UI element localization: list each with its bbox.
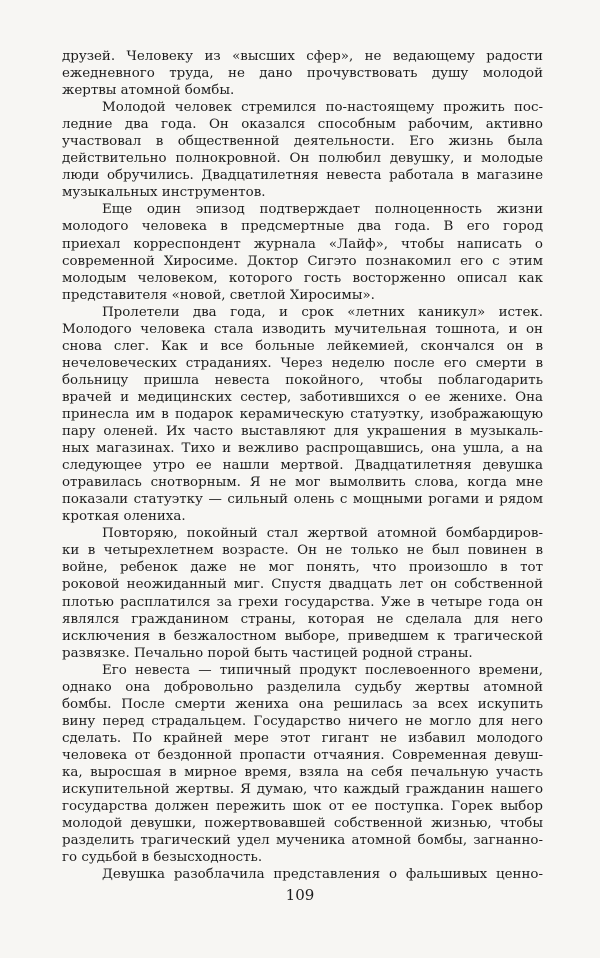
- text-line: развязке. Печально порой быть частицей родной страны.: [62, 645, 473, 661]
- text-line: пару оленей. Их часто выставляют для украшения в музыкаль-: [62, 424, 543, 440]
- text-line: больницу пришла невеста покойного, чтобы поблагодарить: [62, 372, 543, 388]
- text-line: Повторяю, покойный стал жертвой атомной бомбардиров-: [102, 526, 543, 542]
- text-line: Молодой человек стремился по-настоящему прожить пос-: [102, 100, 543, 116]
- text-line: ки в четырехлетнем возрасте. Он не только не был повинен в: [62, 543, 543, 559]
- text-line: плотью расплатился за грехи государства. Уже в четыре года он: [62, 594, 543, 610]
- text-line: Его невеста — типичный продукт послевоенного времени,: [102, 662, 543, 678]
- text-line: нечеловеческих страданиях. Через неделю после его смерти в: [62, 355, 543, 371]
- text-line: друзей. Человеку из «высших сфер», не ведающему радости: [62, 49, 543, 64]
- text-line: люди обручились. Двадцатилетняя невеста работала в магазине: [62, 168, 543, 184]
- paragraph-4: [62, 304, 543, 526]
- text-line: Пролетели два года, и срок «летних каникул» истек.: [102, 304, 543, 320]
- paragraph-3: [62, 201, 543, 303]
- paragraph-6: [62, 662, 543, 867]
- text-line: современной Хиросиме. Доктор Сигэто познакомил его с этим: [62, 253, 543, 269]
- text-line: представителя «новой, светлой Хиросимы».: [62, 287, 375, 303]
- text-line: являлся гражданином страны, которая не сделала для него: [62, 611, 543, 627]
- text-line: бомбы. После смерти жениха она решилась за всех искупить: [62, 696, 543, 712]
- paragraph-7: [62, 866, 543, 883]
- text-line: человека от бездонной пропасти отчаяния. Современная девуш-: [62, 747, 543, 763]
- text-line: искупительной жертвы. Я думаю, что каждый гражданин нашего: [62, 782, 543, 798]
- text-line: молодой девушки, пожертвовавшей собственной жизнью, чтобы: [62, 816, 543, 832]
- text-line: сделать. По крайней мере этот гигант не избавил молодого: [62, 730, 543, 746]
- text-line: молодого человека в предсмертные два года. В его город: [62, 219, 543, 235]
- text-line: ка, выросшая в мирное время, взяла на себя печальную участь: [62, 764, 543, 780]
- text-line: молодым человеком, которого гость восторженно описал как: [62, 270, 543, 286]
- paragraph-5: [62, 525, 543, 661]
- text-line: участвовал в общественной деятельности. Его жизнь была: [62, 134, 543, 150]
- text-line: ежедневного труда, не дано прочувствовать душу молодой: [62, 66, 543, 82]
- text-line: приехал корреспондент журнала «Лайф», чтобы написать о: [62, 236, 543, 252]
- text-line: следующее утро ее нашли мертвой. Двадцатилетняя девушка: [62, 458, 543, 474]
- text-line: действительно полнокровной. Он полюбил девушку, и молодые: [62, 151, 543, 167]
- text-line: го судьбой в безысходность.: [62, 850, 263, 866]
- text-line: отравилась снотворным. Я не мог вымолвить слова, когда мне: [62, 475, 543, 491]
- page-number: 109: [285, 886, 315, 904]
- text-line: разделить трагический удел мученика атомной бомбы, загнанно-: [62, 833, 543, 849]
- text-line: врачей и медицинских сестер, заботившихся о ее женихе. Она: [62, 389, 543, 405]
- text-line: ледние два года. Он оказался способным рабочим, активно: [62, 117, 543, 133]
- text-line: ных магазинах. Тихо и вежливо распрощавшись, она ушла, а на: [62, 441, 543, 457]
- text-line: кроткая олениха.: [62, 509, 186, 525]
- text-line: жертвы атомной бомбы.: [62, 83, 235, 99]
- paragraph-2: [62, 99, 543, 201]
- text-line: однако она добровольно разделила судьбу жертвы атомной: [62, 679, 543, 695]
- book-page: [62, 48, 543, 883]
- text-line: исключения в безжалостном выборе, приведшем к трагической: [62, 628, 543, 644]
- text-line: снова слег. Как и все больные лейкемией, скончался он в: [62, 338, 543, 354]
- text-line: войне, ребенок даже не мог понять, что произошло в тот: [62, 560, 543, 576]
- paragraph-1: [62, 48, 543, 99]
- text-line: Еще один эпизод подтверждает полноценность жизни: [102, 202, 543, 218]
- text-line: Девушка разоблачила представления о фальшивых ценно-: [102, 867, 543, 883]
- text-line: роковой неожиданный миг. Спустя двадцать лет он собственной: [62, 577, 543, 593]
- text-line: музыкальных инструментов.: [62, 185, 266, 201]
- text-line: показали статуэтку — сильный олень с мощными рогами и рядом: [62, 492, 543, 508]
- text-line: государства должен пережить шок от ее поступка. Горек выбор: [62, 799, 543, 815]
- text-line: Молодого человека стала изводить мучительная тошнота, и он: [62, 321, 543, 337]
- text-line: вину перед страдальцем. Государство ничего не могло для него: [62, 713, 543, 729]
- text-line: принесла им в подарок керамическую статуэтку, изображающую: [62, 406, 543, 422]
